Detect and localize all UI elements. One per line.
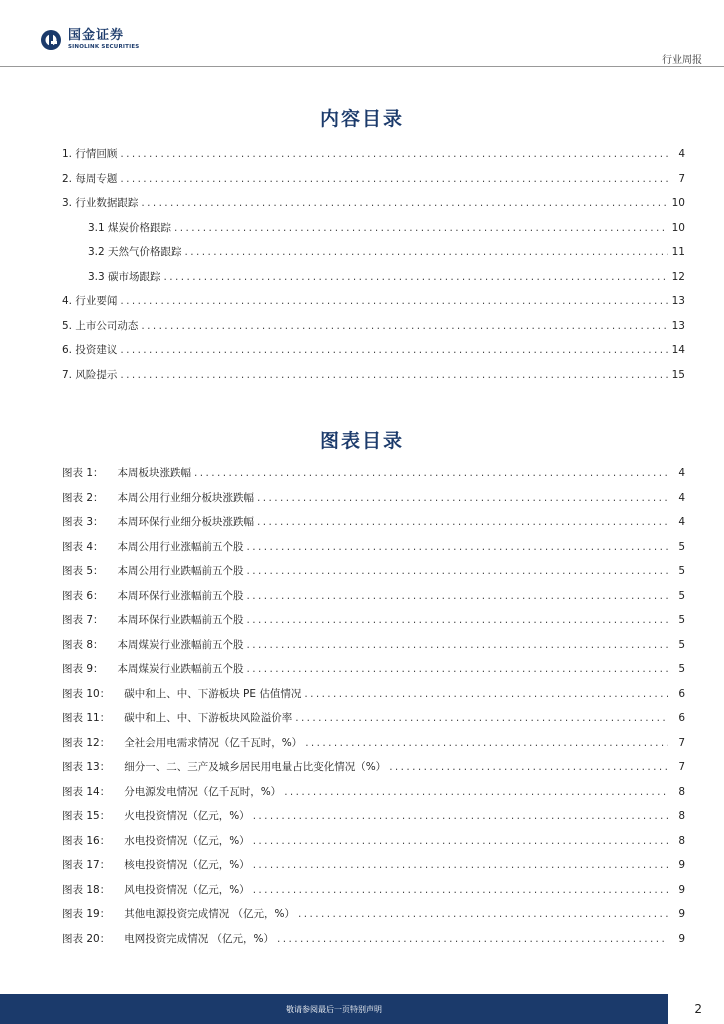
toc-entry-page: 15: [671, 368, 685, 381]
figure-entry[interactable]: [62, 465, 685, 490]
toc-entry-label: 4. 行业要闻: [62, 295, 118, 307]
figure-name: 碳中和上、中、下游板块风险溢价率: [124, 712, 293, 724]
figure-name: 其他电源投资完成情况 （亿元，%）: [124, 908, 296, 920]
figure-entry[interactable]: [62, 808, 685, 833]
figure-number: 图表 9：: [62, 663, 104, 675]
dot-leader: [247, 541, 668, 553]
dot-leader: [257, 492, 668, 504]
figure-entry-label: [62, 514, 254, 529]
logo-chinese-name: 国金证券: [68, 28, 125, 43]
figure-number: 图表 20：: [62, 932, 111, 945]
figure-name: 本周公用行业细分板块涨跌幅: [117, 491, 255, 504]
toc-entry[interactable]: [62, 269, 685, 294]
figure-name: 核电投资情况（亿元，%）: [124, 859, 250, 871]
toc-entry-label: 1. 行情回顾: [62, 148, 118, 160]
figure-entry-label: [62, 857, 250, 872]
figure-number: 图表 11：: [62, 712, 111, 724]
figure-entry[interactable]: [62, 833, 685, 858]
figure-number: 图表 19：: [62, 908, 111, 920]
figure-entry-page: 4: [678, 516, 685, 528]
figure-name: 碳中和上、中、下游板块 PE 估值情况: [124, 687, 302, 700]
figure-number: 图表 16：: [62, 834, 111, 847]
dot-leader: [257, 516, 668, 528]
dot-leader: [120, 369, 668, 381]
figure-entry-label: [62, 563, 244, 578]
dot-leader: [277, 933, 668, 945]
toc-title: 内容目录: [319, 108, 404, 130]
toc-entry[interactable]: [62, 244, 685, 269]
dot-leader: [253, 884, 668, 896]
toc-entry-label: 7. 风险提示: [62, 368, 118, 381]
toc-entry-page: 7: [678, 172, 685, 185]
figure-number: 图表 18：: [62, 883, 111, 896]
figure-name: 本周板块涨跌幅: [117, 467, 192, 479]
figure-entry-page: 7: [678, 761, 685, 773]
dot-leader: [194, 467, 668, 479]
toc-entry-label: 5. 上市公司动态: [62, 319, 139, 332]
report-type-label: 行业周报: [662, 55, 702, 66]
figure-entry-label: [62, 588, 244, 603]
figure-entry-label: [62, 490, 254, 505]
dot-leader: [120, 344, 668, 356]
figure-entry-page: 5: [678, 540, 685, 553]
figure-name: 细分一、二、三产及城乡居民用电量占比变化情况（%）: [124, 761, 387, 773]
figure-entry[interactable]: [62, 882, 685, 907]
dot-leader: [389, 761, 668, 773]
figure-entry-page: 5: [678, 565, 685, 577]
figure-name: 本周环保行业涨幅前五个股: [117, 589, 244, 602]
figure-entry-page: 9: [678, 883, 685, 896]
figure-name: 本周环保行业跌幅前五个股: [117, 614, 244, 626]
figure-entry[interactable]: [62, 539, 685, 564]
toc-entry[interactable]: [62, 342, 685, 367]
figure-name: 本周公用行业涨幅前五个股: [117, 540, 244, 553]
company-logo: [40, 29, 139, 51]
dot-leader: [247, 639, 668, 651]
figure-number: 图表 17：: [62, 859, 111, 871]
figure-entry-label: [62, 906, 295, 921]
figure-name: 本周公用行业跌幅前五个股: [117, 565, 244, 577]
figure-entry-label: [62, 735, 302, 750]
figure-entry[interactable]: [62, 686, 685, 711]
toc-entry[interactable]: [62, 293, 685, 318]
dot-leader: [253, 859, 668, 871]
figure-entry-label: [62, 833, 250, 848]
toc-entry[interactable]: [62, 367, 685, 392]
figure-entry-label: [62, 784, 281, 799]
toc-entry-page: 13: [671, 295, 685, 307]
figure-number: 图表 2：: [62, 491, 104, 504]
toc-entry[interactable]: [62, 171, 685, 196]
figure-entry-page: 7: [678, 736, 685, 749]
figure-entry-page: 9: [678, 932, 685, 945]
figure-entry[interactable]: [62, 906, 685, 931]
figure-name: 水电投资情况（亿元，%）: [124, 834, 250, 847]
figure-entry-page: 5: [678, 638, 685, 651]
dot-leader: [247, 614, 668, 626]
dot-leader: [295, 712, 668, 724]
figure-number: 图表 12：: [62, 736, 111, 749]
figure-entry-label: [62, 686, 301, 701]
toc-entry[interactable]: [62, 220, 685, 245]
figure-entry-page: 6: [678, 687, 685, 700]
figure-entry-page: 9: [678, 859, 685, 871]
figure-number: 图表 3：: [62, 516, 104, 528]
figure-entry-page: 5: [678, 663, 685, 675]
figure-entry-label: [62, 808, 250, 823]
figure-entry-label: [62, 759, 386, 774]
figure-entry-page: 5: [678, 589, 685, 602]
toc-entry[interactable]: [62, 146, 685, 171]
page-header: [0, 0, 724, 70]
figure-name: 全社会用电需求情况（亿千瓦时，%）: [124, 736, 303, 749]
dot-leader: [174, 222, 668, 234]
dot-leader: [247, 565, 668, 577]
figure-entry-page: 8: [678, 810, 685, 822]
figure-entry[interactable]: [62, 931, 685, 956]
toc-entry-page: 14: [671, 344, 685, 356]
figure-entry[interactable]: [62, 490, 685, 515]
figure-number: 图表 1：: [62, 467, 104, 479]
figure-entry[interactable]: [62, 563, 685, 588]
dot-leader: [141, 320, 668, 332]
toc-entry-label: 3.3 碳市场跟踪: [88, 270, 161, 283]
dot-leader: [247, 663, 668, 675]
dot-leader: [185, 246, 668, 258]
toc-list: [62, 146, 685, 391]
disclaimer-notice: 敬请参阅最后一页特别声明: [286, 1004, 382, 1014]
page-footer: [0, 994, 724, 1024]
figure-entry[interactable]: [62, 857, 685, 882]
footer-bar: [0, 994, 668, 1024]
logo-english-name: SINOLINK SECURITIES: [68, 44, 140, 50]
figure-name: 本周煤炭行业涨幅前五个股: [117, 638, 244, 651]
figure-entry-label: [62, 710, 292, 725]
figure-entry-label: [62, 539, 244, 554]
dot-leader: [120, 295, 668, 307]
dot-leader: [253, 810, 668, 822]
figure-entry-label: [62, 661, 244, 676]
figure-number: 图表 14：: [62, 785, 111, 798]
dot-leader: [304, 688, 668, 700]
figure-entry[interactable]: [62, 759, 685, 784]
figure-name: 风电投资情况（亿元，%）: [124, 883, 250, 896]
figure-number: 图表 5：: [62, 565, 104, 577]
figure-name: 本周煤炭行业跌幅前五个股: [117, 663, 244, 675]
figure-number: 图表 15：: [62, 810, 111, 822]
figure-entry[interactable]: [62, 588, 685, 613]
figure-number: 图表 8：: [62, 638, 104, 651]
figure-number: 图表 6：: [62, 589, 104, 602]
dot-leader: [253, 835, 668, 847]
header-divider: [0, 66, 724, 67]
figure-index-list: [62, 465, 685, 955]
dot-leader: [120, 173, 668, 185]
figure-entry-label: [62, 465, 191, 480]
figure-entry-page: 4: [678, 491, 685, 504]
figure-entry-label: [62, 882, 250, 897]
figure-entry-page: 8: [678, 834, 685, 847]
figure-entry-label: [62, 612, 244, 627]
toc-entry-label: 6. 投资建议: [62, 344, 118, 356]
figure-entry-page: 5: [678, 614, 685, 626]
figure-entry-page: 9: [678, 908, 685, 920]
figure-entry[interactable]: [62, 784, 685, 809]
figure-name: 火电投资情况（亿元，%）: [124, 810, 250, 822]
dot-leader: [298, 908, 668, 920]
figure-name: 分电源发电情况（亿千瓦时，%）: [124, 785, 282, 798]
toc-entry-page: 10: [671, 221, 685, 234]
figure-entry-page: 8: [678, 785, 685, 798]
figure-number: 图表 10：: [62, 687, 111, 700]
dot-leader: [141, 197, 668, 209]
toc-entry-label: 3. 行业数据跟踪: [62, 197, 139, 209]
toc-entry-page: 4: [678, 148, 685, 160]
page-number: 2: [694, 1002, 702, 1016]
sinolink-logo-icon: [40, 29, 62, 51]
toc-entry-page: 11: [671, 246, 685, 258]
figure-entry-page: 4: [678, 467, 685, 479]
figure-entry[interactable]: [62, 735, 685, 760]
figure-number: 图表 4：: [62, 540, 104, 553]
figure-entry-page: 6: [678, 712, 685, 724]
figure-entry[interactable]: [62, 637, 685, 662]
dot-leader: [247, 590, 668, 602]
figure-number: 图表 13：: [62, 761, 111, 773]
figure-entry[interactable]: [62, 612, 685, 637]
toc-entry-label: 2. 每周专题: [62, 172, 118, 185]
figure-number: 图表 7：: [62, 614, 104, 626]
figure-index-title: 图表目录: [319, 430, 404, 452]
toc-entry-page: 12: [671, 270, 685, 283]
figure-entry[interactable]: [62, 661, 685, 686]
toc-entry-label: 3.2 天然气价格跟踪: [88, 246, 182, 258]
figure-entry[interactable]: [62, 710, 685, 735]
toc-entry-page: 10: [671, 197, 685, 209]
dot-leader: [284, 786, 668, 798]
figure-entry[interactable]: [62, 514, 685, 539]
toc-entry-page: 13: [671, 319, 685, 332]
toc-entry[interactable]: [62, 195, 685, 220]
dot-leader: [164, 271, 668, 283]
figure-name: 本周环保行业细分板块涨跌幅: [117, 516, 255, 528]
figure-name: 电网投资完成情况 （亿元，%）: [124, 932, 275, 945]
figure-entry-label: [62, 931, 274, 946]
dot-leader: [120, 148, 668, 160]
toc-entry-label: 3.1 煤炭价格跟踪: [88, 221, 172, 234]
toc-entry[interactable]: [62, 318, 685, 343]
figure-entry-label: [62, 637, 244, 652]
dot-leader: [305, 737, 668, 749]
logo-text: [68, 29, 139, 51]
